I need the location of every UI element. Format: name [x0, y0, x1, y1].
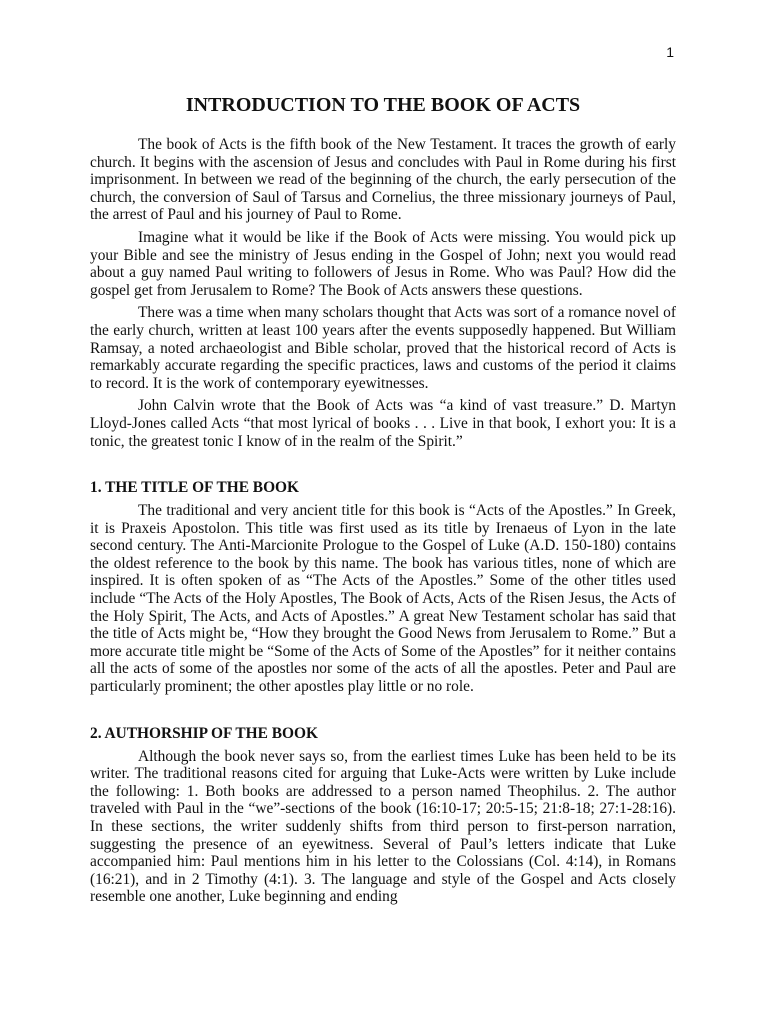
- document-title: INTRODUCTION TO THE BOOK OF ACTS: [185, 94, 581, 116]
- section-heading-authorship: 2. AUTHORSHIP OF THE BOOK: [90, 724, 318, 742]
- intro-paragraph-4: John Calvin wrote that the Book of Acts was “a kind of vast treasure.” D. Martyn Lloyd-Jones called Acts “that most lyrical of books . . . Live in that book, I exhort you: It is a tonic, the greatest tonic I know of in the realm of the Spirit.”: [90, 397, 676, 450]
- document-body: [90, 92, 676, 906]
- section-title-paragraph: The traditional and very ancient title for this book is “Acts of the Apostles.” In Greek, it is Praxeis Apostolon. This title was first used as its title by Irenaeus of Lyon in the late second century. The Anti-Marcionite Prologue to the Gospel of Luke (A.D. 150-180) contains the oldest reference to the book by this name. The book has various titles, none of which are inspired. It is often spoken of as “The Acts of the Apostles.” Some of the other titles used include “The Acts of the Holy Apostles, The Book of Acts, Acts of the Risen Jesus, the Acts of the Holy Spirit, The Acts, and Acts of Apostles.” A great New Testament scholar has said that the title of Acts might be, “How they brought the Good News from Jerusalem to Rome.” But a more accurate title might be “Some of the Acts of Some of the Apostles” for it neither contains all the acts of some of the apostles nor some of the acts of all the apostles. Peter and Paul are particularly prominent; the other apostles play little or no role.: [90, 502, 676, 696]
- page-number: 1: [666, 44, 674, 60]
- section-authorship-paragraph: Although the book never says so, from the earliest times Luke has been held to be its writer. The traditional reasons cited for arguing that Luke-Acts were written by Luke include the following: 1. Both books are addressed to a person named Theophilus. 2. The author traveled with Paul in the “we”-sections of the book (16:10-17; 20:5-15; 21:8-18; 27:1-28:16). In these sections, the writer suddenly shifts from third person to first-person narration, suggesting the presence of an eyewitness. Several of Paul’s letters indicate that Luke accompanied him: Paul mentions him in his letter to the Colossians (Col. 4:14), in Romans (16:21), and in 2 Timothy (4:1). 3. The language and style of the Gospel and Acts closely resemble one another, Luke beginning and ending: [90, 747, 676, 906]
- intro-paragraph-2: Imagine what it would be like if the Book of Acts were missing. You would pick up your Bible and see the ministry of Jesus ending in the Gospel of John; next you would read about a guy named Paul writing to followers of Jesus in Rome. Who was Paul? How did the gospel get from Jerusalem to Rome? The Book of Acts answers these questions.: [90, 228, 676, 299]
- section-heading-title: 1. THE TITLE OF THE BOOK: [90, 479, 299, 497]
- intro-paragraph-1: The book of Acts is the fifth book of the New Testament. It traces the growth of early church. It begins with the ascension of Jesus and concludes with Paul in Rome during his first imprisonment. In between we read of the beginning of the church, the early persecution of the church, the conversion of Saul of Tarsus and Cornelius, the three missionary journeys of Paul, the arrest of Paul and his journey of Paul to Rome.: [90, 136, 676, 224]
- intro-paragraph-3: There was a time when many scholars thought that Acts was sort of a romance novel of the early church, written at least 100 years after the events supposedly happened. But William Ramsay, a noted archaeologist and Bible scholar, proved that the historical record of Acts is remarkably accurate regarding the specific practices, laws and customs of the period it claims to record. It is the work of contemporary eyewitnesses.: [90, 304, 676, 392]
